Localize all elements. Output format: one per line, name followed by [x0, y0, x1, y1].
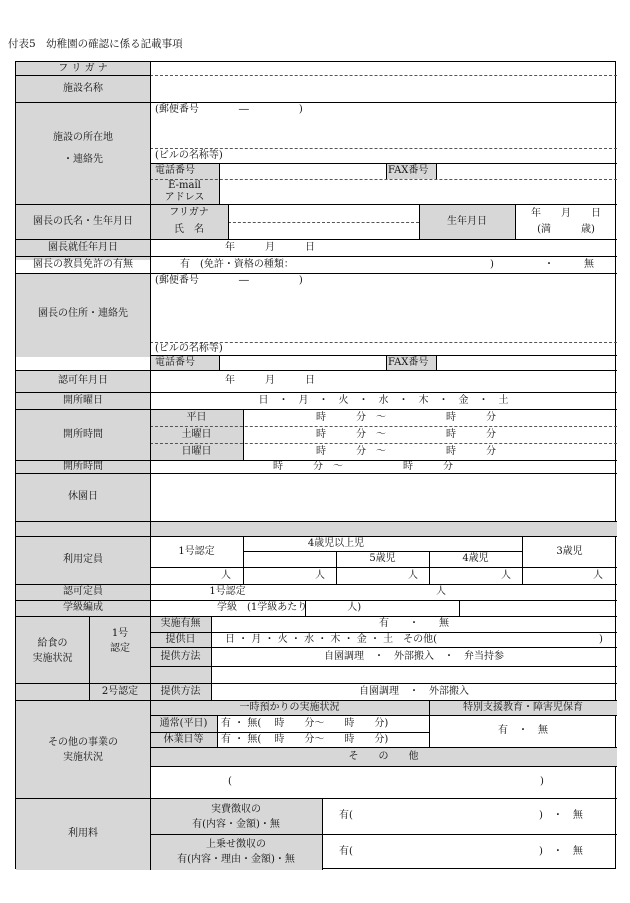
- address-label-1: 施設の所在地: [53, 132, 113, 143]
- capacity-age3-persons[interactable]: 人: [593, 569, 603, 581]
- other-open[interactable]: (: [228, 776, 232, 787]
- approval-date[interactable]: 年 月 日: [225, 375, 315, 386]
- capacity-age4plus: 4歳児以上児: [307, 537, 365, 549]
- license-none[interactable]: ・ 無: [544, 258, 594, 270]
- other-services-label-1: その他の事業の: [48, 736, 118, 748]
- birth-age[interactable]: (満 歳): [537, 223, 595, 235]
- birth-ymd[interactable]: 年 月 日: [531, 207, 601, 219]
- capacity-cert1-persons[interactable]: 人: [221, 569, 231, 581]
- director-building[interactable]: (ビルの名称等): [155, 343, 223, 354]
- implemented-label: 実施有無: [160, 618, 201, 629]
- capacity-age5: 5歳児: [369, 553, 396, 564]
- form-table: [15, 61, 616, 869]
- provide-method-extra[interactable]: [211, 666, 617, 683]
- director-fax-label: FAX番号: [388, 356, 429, 368]
- holidays-field[interactable]: [150, 473, 617, 521]
- open-days-label: 開所曜日: [63, 394, 103, 406]
- email-label-1: E-mail: [168, 179, 201, 191]
- facility-tel-label: 電話番号: [155, 165, 195, 176]
- temp-holiday-value[interactable]: 有 ・ 無( 時 分～ 時 分): [221, 733, 389, 745]
- other-close: ): [540, 776, 544, 787]
- temp-care-label: 一時預かりの実施状況: [239, 701, 340, 713]
- provide-days-label: 提供日: [165, 633, 196, 645]
- approved-capacity-cert1: 1号認定: [209, 586, 246, 597]
- capacity-label: 利用定員: [63, 554, 103, 565]
- open-hours-label-2: 開所時間: [63, 460, 103, 472]
- actual-cost-none[interactable]: ) ・ 無: [539, 810, 583, 821]
- page-title: 付表5 幼稚園の確認に係る記載事項: [8, 38, 183, 50]
- appointed-label: 園長就任年月日: [48, 241, 118, 253]
- capacity-age4-persons[interactable]: 人: [501, 569, 511, 581]
- director-address-label: 園長の住所・連絡先: [38, 308, 128, 319]
- director-shimei-label: 氏 名: [174, 224, 204, 235]
- provide-method-value-2[interactable]: 自園調理 ・ 外部搬入: [359, 685, 469, 697]
- surcharge-label-2: 有(内容・理由・金額)・無: [177, 854, 295, 865]
- meal-cert1-label-2: 認定: [110, 642, 130, 654]
- weekday-label: 平日: [186, 411, 207, 423]
- facility-name-label: 施設名称: [63, 82, 103, 94]
- actual-cost-label-1: 実費徴収の: [211, 804, 261, 815]
- sunday-hours[interactable]: 時 分 ～ 時 分: [316, 445, 496, 457]
- temp-normal-value[interactable]: 有 ・ 無( 時 分～ 時 分): [221, 717, 389, 729]
- open-hours-label: 開所時間: [63, 428, 103, 440]
- meals-label-1: 給食の: [37, 637, 68, 649]
- email-field[interactable]: [219, 179, 617, 204]
- director-name-label: 園長の氏名・生年月日: [33, 215, 133, 227]
- saturday-label: 土曜日: [181, 428, 212, 440]
- facility-name-field[interactable]: [150, 75, 617, 102]
- provide-days-close: ): [599, 633, 603, 645]
- surcharge-value[interactable]: 有(: [339, 846, 353, 857]
- other-services-label-2: 実施状況: [63, 751, 103, 763]
- surcharge-label-1: 上乗せ徴収の: [206, 839, 266, 850]
- actual-cost-value[interactable]: 有(: [339, 810, 353, 821]
- email-label-2: アドレス: [164, 191, 205, 203]
- holiday-etc-label: 休業日等: [163, 733, 204, 745]
- approved-capacity-label: 認可定員: [63, 586, 103, 597]
- provide-days-value[interactable]: 日 ・ 月 ・ 火 ・ 水 ・ 木 ・ 金 ・ 土 その他(: [225, 633, 438, 645]
- classes-value[interactable]: 学級 (1学級あたり 人): [217, 602, 362, 613]
- weekday-hours[interactable]: 時 分 ～ 時 分: [316, 411, 496, 423]
- normal-day-label: 通常(平日): [159, 717, 208, 729]
- special-support-label: 特別支援教育・障害児保育: [463, 701, 583, 713]
- facility-building[interactable]: (ビルの名称等): [155, 150, 223, 161]
- other-label: そ の 他: [348, 750, 419, 762]
- actual-cost-label-2: 有(内容・金額)・無: [192, 819, 280, 830]
- license-label: 園長の教員免許の有無: [33, 258, 133, 270]
- saturday-hours[interactable]: 時 分 ～ 時 分: [316, 428, 496, 440]
- sunday-label: 日曜日: [181, 445, 212, 457]
- open-hours-value[interactable]: 時 分 ～ 時 分: [273, 460, 453, 472]
- director-postal[interactable]: (郵便番号 ― ): [155, 275, 303, 286]
- provide-method-label: 提供方法: [160, 650, 201, 662]
- implemented-value[interactable]: 有 ・ 無: [379, 618, 449, 629]
- provide-method-value[interactable]: 自園調理 ・ 外部搬入 ・ 弁当持参: [324, 650, 504, 662]
- capacity-age4plus-persons[interactable]: 人: [315, 569, 325, 581]
- facility-postal[interactable]: (郵便番号 ― ): [155, 104, 303, 115]
- capacity-age3: 3歳児: [556, 545, 583, 557]
- approval-date-label: 認可年月日: [58, 375, 108, 386]
- meals-label-2: 実施状況: [32, 652, 73, 664]
- fees-label: 利用料: [68, 828, 98, 839]
- meal-cert1-label-1: 1号: [111, 627, 129, 639]
- birth-date-label: 生年月日: [447, 215, 487, 227]
- director-tel-label: 電話番号: [155, 356, 195, 368]
- holidays-label: 休園日: [68, 491, 98, 502]
- facility-fax-label: FAX番号: [388, 165, 429, 176]
- address-label-2: ・連絡先: [63, 154, 103, 165]
- furigana-label: フ リ ガ ナ: [58, 62, 108, 74]
- provide-method-label-2: 提供方法: [160, 685, 201, 697]
- capacity-age5-persons[interactable]: 人: [408, 569, 418, 581]
- license-close: ): [490, 258, 494, 270]
- director-furigana-label: フリガナ: [169, 207, 209, 218]
- meal-cert2-label: 2号認定: [101, 685, 139, 697]
- appointed-date[interactable]: 年 月 日: [225, 241, 315, 253]
- capacity-age4: 4歳児: [462, 553, 489, 564]
- surcharge-none[interactable]: ) ・ 無: [539, 846, 583, 857]
- approved-capacity-persons[interactable]: 人: [436, 586, 446, 597]
- open-days-value[interactable]: 日 ・ 月 ・ 火 ・ 水 ・ 木 ・ 金 ・ 土: [258, 394, 509, 406]
- license-value[interactable]: 有 (免許・資格の種類：: [180, 258, 294, 270]
- capacity-cert1: 1号認定: [178, 545, 215, 557]
- special-support-value[interactable]: 有 ・ 無: [498, 725, 548, 736]
- classes-label: 学級編成: [63, 602, 103, 613]
